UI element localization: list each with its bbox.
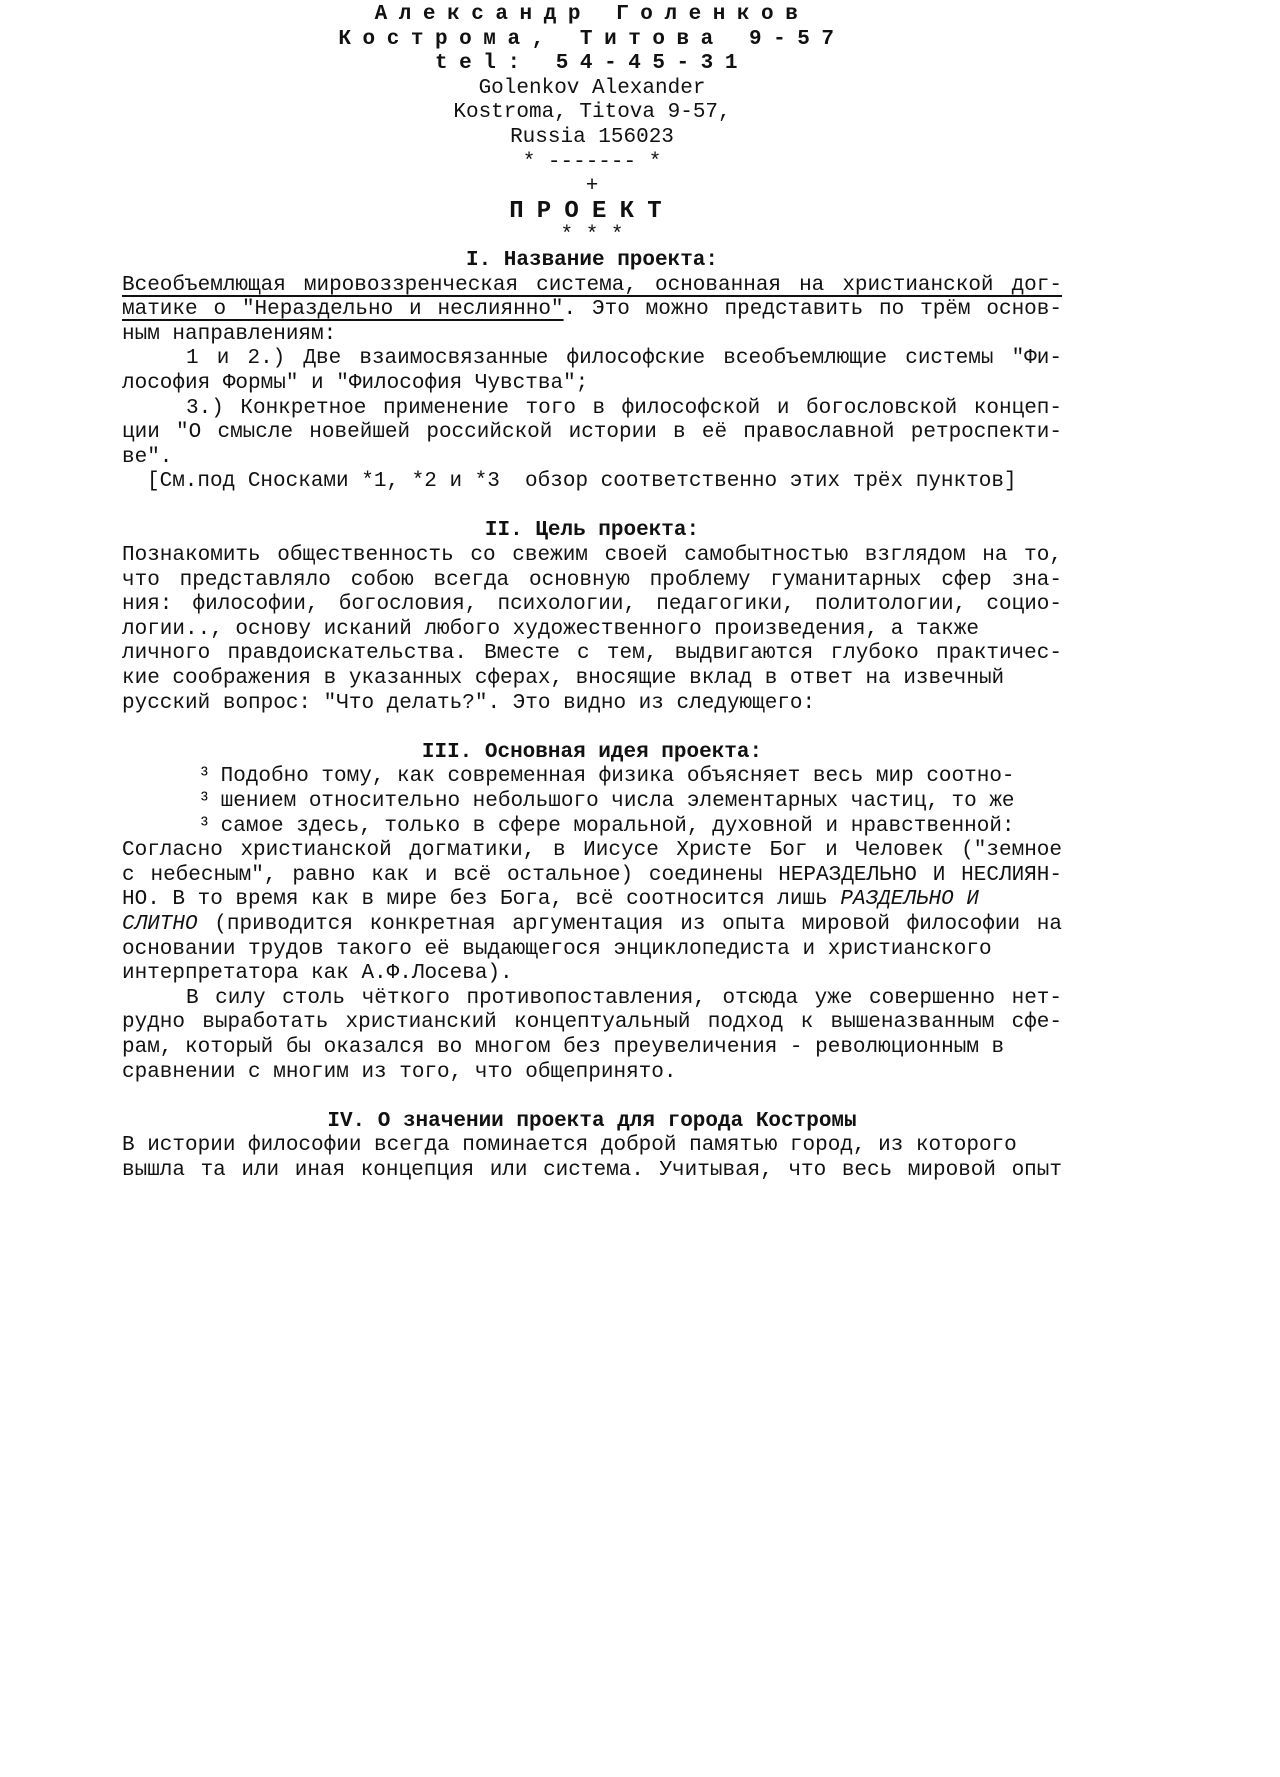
author-country-en: Russia 156023 bbox=[510, 125, 674, 149]
author-phone: tel: 54-45-31 bbox=[435, 52, 749, 76]
section3-para2-line3: рам, который бы оказался во многом без преувеличения - революционным в bbox=[122, 1035, 1005, 1059]
section1-item3-line1: 3.) Конкретное применение того в философской и богословской концеп- bbox=[186, 396, 1062, 420]
section2-line: логии.., основу исканий любого художественного произведения, а также bbox=[122, 617, 979, 641]
section3-marked-line1 bbox=[122, 765, 1062, 790]
section2-line: Познакомить общественность со свежим своей самобытностью взглядом на то, bbox=[122, 544, 1062, 568]
section1-item12-line2: лософия Формы" и "Философия Чувства"; bbox=[122, 371, 589, 395]
margin-marker: ³ bbox=[198, 814, 211, 838]
section1-line2-rest: . Это можно представить по трём основ- bbox=[563, 298, 1062, 322]
section2-heading: II. Цель проекта: bbox=[484, 519, 700, 543]
italic-phrase: РАЗДЕЛЬНО И bbox=[840, 888, 979, 912]
section3-marked-text: Подобно тому, как современная физика объясняет весь мир соотно- bbox=[220, 765, 1015, 789]
cross-mark: + bbox=[585, 175, 599, 199]
section3-para1-line5: основании трудов такого её выдающегося энциклопедиста и христианского bbox=[122, 937, 992, 961]
section3-para1-line3-text: НО. В то время как в мире без Бога, всё соотносится лишь bbox=[122, 888, 841, 912]
section3-heading: III. Основная идея проекта: bbox=[421, 740, 763, 764]
author-address-en: Kostroma, Titova 9-57, bbox=[453, 101, 731, 125]
section2-line: русский вопрос: "Что делать?". Это видно из следующего: bbox=[122, 691, 816, 715]
blank-line bbox=[122, 495, 1062, 520]
section2-line: личного правдоискательства. Вместе с тем, выдвигаются глубоко практичес- bbox=[122, 642, 1062, 666]
author-name-en: Golenkov Alexander bbox=[478, 76, 706, 100]
section2-line: ния: философии, богословия, психологии, педагогики, политологии, социо- bbox=[122, 593, 1062, 617]
section4-heading: IV. О значении проекта для города Костромы bbox=[327, 1109, 857, 1133]
italic-phrase: СЛИТНО bbox=[122, 912, 198, 936]
section1-line2 bbox=[122, 298, 1062, 323]
blank-line bbox=[122, 1085, 1062, 1110]
section3-para1-line3 bbox=[122, 888, 1062, 913]
margin-marker: ³ bbox=[198, 765, 211, 789]
section1-underlined-title: матике о "Нераздельно и неслиянно" bbox=[122, 298, 564, 322]
section2-line: кие соображения в указанных сферах, вносящие вклад в ответ на извечный bbox=[122, 667, 1005, 691]
section3-para1-line4 bbox=[122, 913, 1062, 938]
section1-footnote-reference: [См.под Сносками *1, *2 и *3 обзор соответственно этих трёх пунктов] bbox=[147, 470, 1017, 494]
blank-line bbox=[122, 716, 1062, 741]
section3-marked-text: шением относительно небольшого числа элементарных частиц, то же bbox=[220, 790, 1015, 813]
section3-para1-line1: Согласно христианской догматики, в Иисусе Христе Бог и Человек ("земное bbox=[122, 839, 1062, 863]
section3-para1-line6: интерпретатора как А.Ф.Лосева). bbox=[122, 962, 513, 986]
section3-marked-line3 bbox=[122, 815, 1062, 840]
author-address-ru: Кострома, Титова 9-57 bbox=[338, 27, 846, 51]
title-stars: * * * bbox=[560, 224, 624, 248]
section4-line1: В истории философии всегда поминается доброй памятью город, из которого bbox=[122, 1134, 1017, 1158]
section2-line: что представляло собою всегда основную проблему гуманитарных сфер зна- bbox=[122, 568, 1062, 592]
section3-para1-line4-text: (приводится конкретная аргументация из опыта мировой философии на bbox=[197, 912, 1062, 936]
header-divider: * ------- * bbox=[522, 150, 662, 174]
section3-para2-line1: В силу столь чёткого противопоставления, отсюда уже совершенно нет- bbox=[186, 986, 1062, 1010]
section1-item3-line3: ве". bbox=[122, 445, 173, 469]
section3-marked-text: самое здесь, только в сфере моральной, духовной и нравственной: bbox=[220, 814, 1015, 838]
section1-line3: ным направлениям: bbox=[122, 322, 337, 346]
section4-line2: вышла та или иная концепция или система. Учитывая, что весь мировой опыт bbox=[122, 1158, 1062, 1182]
section3-marked-line2 bbox=[122, 790, 1062, 815]
section1-item12-line1: 1 и 2.) Две взаимосвязанные философские всеобъемлющие системы "Фи- bbox=[186, 347, 1062, 371]
section3-para1-line2: с небесным", равно как и всё остальное) соединены НЕРАЗДЕЛЬНО И НЕСЛИЯН- bbox=[122, 863, 1062, 887]
section1-item3-line2: ции "О смысле новейшей российской истории в её православной ретроспекти- bbox=[122, 421, 1062, 445]
section1-line1: Всеобъемлющая мировоззренческая система, основанная на христианской дог- bbox=[122, 273, 1062, 297]
section3-para2-line2: рудно выработать христианский концептуальный подход к вышеназванным сфе- bbox=[122, 1011, 1062, 1035]
section3-para2-line4: сравнении с многим из того, что общепринято. bbox=[122, 1060, 677, 1084]
section1-heading: I. Название проекта: bbox=[465, 248, 719, 272]
margin-marker: ³ bbox=[198, 790, 211, 813]
author-name-ru: Александр Голенков bbox=[374, 3, 810, 26]
document-title: ПРОЕКТ bbox=[509, 197, 675, 225]
document-page bbox=[122, 3, 1062, 1184]
